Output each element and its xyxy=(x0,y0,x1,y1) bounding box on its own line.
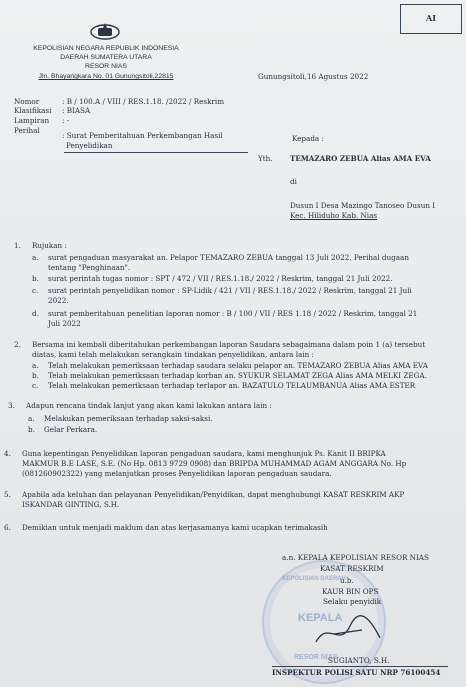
header-line-1: KEPOLISIAN NEGARA REPUBLIK INDONESIA xyxy=(33,45,179,52)
sec2-number: 2. xyxy=(14,340,21,349)
archive-code-box xyxy=(400,4,462,34)
sec3-item-b: Gelar Perkara. xyxy=(44,425,98,434)
sec4-line-3: (081260902322) yang melanjutkan proses Penyelidikan laporan pengaduan saudara. xyxy=(22,469,332,478)
sec3-line-1: Adapun rencana tindak lanjut yang akan kami lakukan antara lain : xyxy=(26,401,272,410)
perihal-value-2: Penyelidikan xyxy=(66,141,113,150)
sig-line-3: u.b. xyxy=(340,576,354,585)
sec3-number: 3. xyxy=(8,401,15,410)
klasifikasi-value: : BIASA xyxy=(62,106,91,115)
sec1-item-d-line-2: Juli 2022 xyxy=(48,319,81,328)
sec2-item-a: Telah melakukan pemeriksaan terhadap saudara selaku pelapor an. TEMAZARO ZEBUA Alias AMA EVA xyxy=(48,361,428,370)
sec4-number: 4. xyxy=(4,449,11,458)
sec5-number: 5. xyxy=(4,490,11,499)
handwritten-signature-icon xyxy=(310,612,390,656)
sec3-item-a-marker: a. xyxy=(28,414,35,423)
archive-code: AI xyxy=(426,13,436,23)
sec1-item-c-line-1: surat perintah penyelidikan nomor : SP-Lidik / 421 / VII / RES.1.18./ 2022 / Reskrim, tanggal 21 Juli xyxy=(48,286,412,295)
perihal-value-1: : Surat Pemberitahuan Perkembangan Hasil xyxy=(62,131,223,140)
sec1-item-d-marker: d. xyxy=(32,309,39,318)
recipient-address-1: Dusun I Desa Mazingo Tanoseo Dusun I xyxy=(290,201,436,210)
sig-line-1: a.n. KEPALA KEPOLISIAN RESOR NIAS xyxy=(282,553,429,562)
stamp-bottom-text: RESOR NIAS xyxy=(294,654,338,661)
sec1-item-c-line-2: 2022. xyxy=(48,296,69,305)
signer-rank: INSPEKTUR POLISI SATU NRP 76100454 xyxy=(272,668,441,677)
perihal-underline xyxy=(64,152,248,153)
signature-rule xyxy=(272,666,448,667)
sec1-item-c-marker: c. xyxy=(32,286,39,295)
sec1-item-b-marker: b. xyxy=(32,274,39,283)
klasifikasi-label: Klasifikasi xyxy=(14,106,52,115)
sig-line-4: KAUR BIN OPS xyxy=(322,587,379,596)
nomor-label: Nomor xyxy=(14,97,40,106)
perihal-label: Perihal xyxy=(14,126,40,135)
recipient-di: di xyxy=(290,177,297,186)
sec3-item-b-marker: b. xyxy=(28,425,35,434)
signer-name: SUGIANTO, S.H. xyxy=(328,656,390,665)
nomor-value: : B / 100.A / VIII / RES.1.18. /2022 / Reskrim xyxy=(62,97,225,106)
sec5-line-2: ISKANDAR GINTING, S.H. xyxy=(22,500,120,509)
recipient-address-2: Kec. Hiliduho Kab. Nias xyxy=(290,211,378,220)
sec4-line-2: MAKMUR B.E LASE, S.E. (No Hp. 0813 9729 0908) dan BRIPDA MUHAMMAD AGAM ANGGARA No. Hp xyxy=(22,459,407,468)
sec4-line-1: Guna kepentingan Penyelidikan laporan pengaduan saudara, kami menghunjuk Ps. Kanit II BRIPKA xyxy=(22,449,386,458)
sec2-item-c: Telah melakukan pemeriksaan terhadap terlapor an. BAZATULO TELAUMBANUA Alias AMA ESTER xyxy=(48,381,416,390)
sec1-item-a-line-1: surat pengaduan masyarakat an. Pelapor TEMAZARO ZEBUA tanggal 13 Juli 2022, Perihal dugaan xyxy=(48,253,409,262)
sec2-item-b-marker: b. xyxy=(32,371,39,380)
sec1-number: 1. xyxy=(14,241,21,250)
sec2-item-a-marker: a. xyxy=(32,361,39,370)
letter-date: Gunungsitoli,16 Agustus 2022 xyxy=(258,72,369,81)
police-emblem-icon xyxy=(88,22,122,40)
sec3-item-a: Melakukan pemeriksaan terhadap saksi-saksi. xyxy=(44,414,213,423)
lampiran-label: Lampiran xyxy=(14,116,50,125)
sec2-item-c-marker: c. xyxy=(32,381,39,390)
sec5-line-1: Apabila ada keluhan dan pelayanan Penyelidikan/Penyidikan, dapat menghubungi KASAT RESKRIM AKP xyxy=(22,490,405,499)
header-line-2: DAERAH SUMATERA UTARA xyxy=(60,54,152,61)
kepada-label: Kepada : xyxy=(292,134,324,143)
sec1-item-a-marker: a. xyxy=(32,253,39,262)
sec1-item-b-line-1: surat perintah tugas nomor : SPT / 472 / VII / RES.1.18./ 2022 / Reskrim, tanggal 21 Juli 2022. xyxy=(48,274,393,283)
yth-label: Yth. xyxy=(258,154,273,163)
sec2-line-2: diatas, kami telah melakukan serangkain tindakan penyelidikan, antara lain : xyxy=(32,350,314,359)
sec6-number: 6. xyxy=(4,523,11,532)
sec6-line-1: Demikian untuk menjadi maklum dan atas kerjasamanya kami ucapkan terimakasih xyxy=(22,523,328,532)
header-line-3: RESOR NIAS xyxy=(85,63,127,70)
sec2-item-b: Telah melakukan pemeriksaan terhadap korban an. SYUKUR SELAMAT ZEGA Alias AMA MELKI ZEGA. xyxy=(48,371,427,380)
sec1-title: Rujukan : xyxy=(32,241,67,250)
header-address: Jln. Bhayangkara No. 01 Gunungsitoli,22815 xyxy=(38,73,174,80)
sec2-line-1: Bersama ini kembali diberitahukan perkembangan laporan Saudara sebagaimana dalam poin 1 (a) tersebut xyxy=(32,340,426,349)
sec1-item-d-line-1: surat pemberitahuan penelitian laporan nomor : B / 100 / VII / RES 1.18 / 2022 / Reskrim, tanggal 21 xyxy=(48,309,418,318)
recipient-name: TEMAZARO ZEBUA Alias AMA EVA xyxy=(290,154,431,163)
sec1-item-a-line-2: tentang "Penghinaan". xyxy=(48,263,131,272)
stamp-top-text: KEPOLISIAN DAERAH xyxy=(282,576,347,582)
lampiran-value: : - xyxy=(62,116,70,125)
stamp-center-text: KEPALA xyxy=(298,612,343,624)
sig-line-5: Selaku penyidik xyxy=(323,597,382,606)
sig-line-2: KASAT RESKRIM xyxy=(320,564,384,573)
